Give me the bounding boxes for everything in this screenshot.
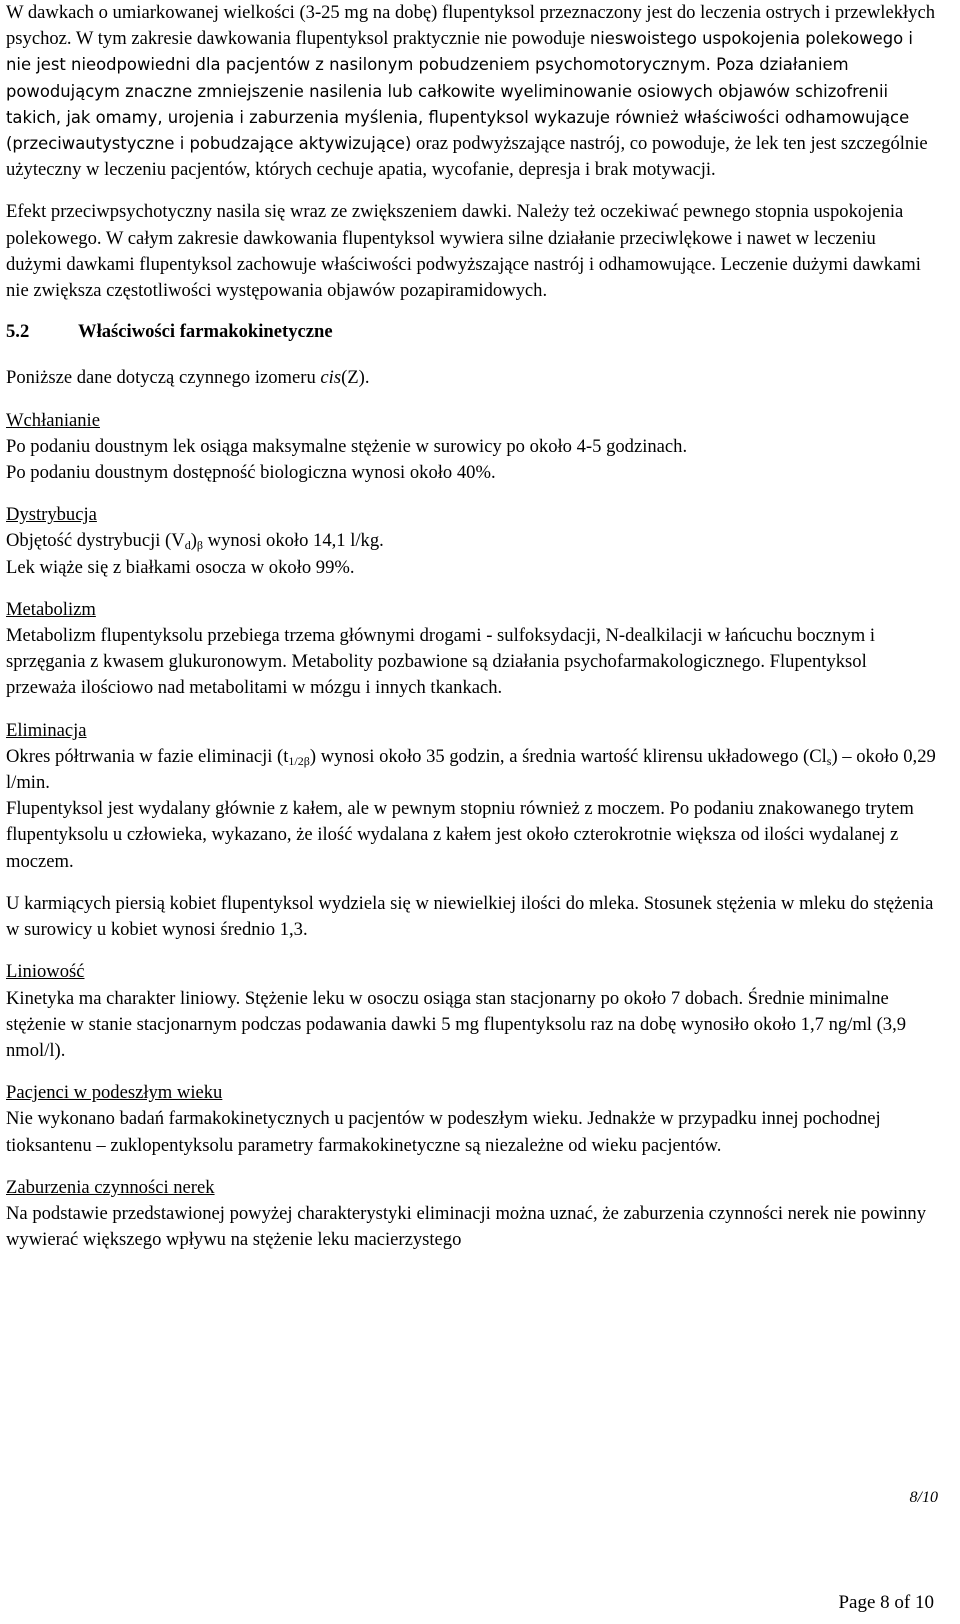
intro-text: Poniższe dane dotyczą czynnego izomeru cis(Z). — [6, 367, 370, 389]
heading-podeszly-wiek: Pacjenci w podeszłym wieku — [6, 1082, 223, 1104]
section-title: Właściwości farmakokinetyczne — [78, 321, 333, 343]
heading-liniowosc: Liniowość — [6, 961, 85, 983]
karmienie-text: U karmiących piersią kobiet flupentyksol wydziela się w niewielkiej ilości do mleka. Stosunek stężenia w mleku do stężenia w surowicy u kobiet wynosi średnio 1,3. — [6, 892, 934, 941]
heading-zaburzenia-nerek: Zaburzenia czynności nerek — [6, 1176, 215, 1198]
wchlanianie-line-1: Po podaniu doustnym lek osiąga maksymalne stężenie w surowicy po około 4-5 godzinach. — [6, 435, 688, 457]
section-heading — [6, 319, 936, 345]
heading-wchlanianie: Wchłanianie — [6, 409, 100, 431]
dystrybucja-line-2: Lek wiąże się z białkami osocza w około 99%. — [6, 556, 355, 578]
eliminacja-line-1: Okres półtrwania w fazie eliminacji $(t_{1/2\beta})$ wynosi około 35 godzin, a średnia wartość klirensu układowego $(Cl_s)$ – około 0,29 l/min. — [6, 745, 936, 794]
zaburzenia-nerek-text: Na podstawie przedstawionej powyżej charakterystyki eliminacji można uznać, że zaburzenia czynności nerek nie powinny wywierać większego wpływu na stężenie leku macierzystego — [6, 1202, 927, 1251]
heading-metabolizm: Metabolizm — [6, 598, 96, 620]
paragraph-effect: Efekt przeciwpsychotyczny nasila się wraz ze zwiększeniem dawki. Należy też oczekiwać pewnego stopnia uspokojenia polekowego. W całym zakresie dawkowania flupentyksol wywiera silne działanie przeciwlękowe i nawet w leczeniu dużymi dawkami flupentyksol zachowuje właściwości podwyższające nastrój i odhamowujące. Leczenie dużymi dawkami nie zwiększa częstotliwości występowania objawów pozapiramidowych. — [6, 201, 921, 302]
heading-dystrybucja: Dystrybucja — [6, 504, 97, 526]
metabolizm-text: Metabolizm flupentyksolu przebiega trzema głównymi drogami - sulfoksydacji, N-dealkilacji w łańcuchu bocznym i sprzęgania z kwasem glukuronowym. Metabolity pozbawione są działania psychofarmakologicznego. Flupentyksol przeważa ilościowo nad metabolitami w mózgu i innych tkankach. — [6, 625, 876, 699]
dystrybucja-line-1: Objętość dystrybucji $(V_d)_\beta$ wynosi około 14,1 l/kg. — [6, 530, 384, 553]
wchlanianie-line-2: Po podaniu doustnym dostępność biologiczna wynosi około 40%. — [6, 462, 496, 484]
eliminacja-text: Flupentyksol jest wydalany głównie z kałem, ale w pewnym stopniu również z moczem. Po podaniu znakowanego trytem flupentyksolu u człowieka, wykazano, że ilość wydalana z kałem jest około czterokrotnie większa od ilości wydalanej z moczem. — [6, 798, 914, 872]
section-number: 5.2 — [6, 321, 30, 343]
page-footer: Page 8 of 10 — [838, 1592, 934, 1613]
podeszly-wiek-text: Nie wykonano badań farmakokinetycznych u pacjentów w podeszłym wieku. Jednakże w przypadku innej pochodnej tioksantenu – zuklopentyksolu parametry farmakokinetyczne są niezależne od wieku pacjentów. — [6, 1108, 881, 1156]
liniowosc-text: Kinetyka ma charakter liniowy. Stężenie leku w osoczu osiąga stan stacjonarny po około 7 dobach. Średnie minimalne stężenie w stanie stacjonarnym podczas podawania dawki 5 mg flupentyksolu raz na dobę wynosiło około 1,7 ng/ml (3,9 nmol/l). — [6, 987, 907, 1061]
heading-eliminacja: Eliminacja — [6, 719, 87, 741]
page-number: 8/10 — [909, 1489, 938, 1506]
paragraph-dosage: W dawkach o umiarkowanej wielkości (3-25 mg na dobę) flupentyksol przeznaczony jest do leczenia ostrych i przewlekłych psychoz. W tym zakresie dawkowania flupentyksol praktycznie nie powoduje nieswoistego uspokojenia polekowego i nie jest nieodpowiedni dla pacjentów z nasilonym pobudzeniem psychomotorycznym. Poza działaniem powodującym znaczne zmniejszenie nasilenia lub całkowite wyeliminowanie osiowych objawów schizofrenii takich, jak omamy, urojenia i zaburzenia myślenia, flupentyksol wykazuje również właściwości odhamowujące (przeciwautystyczne i pobudzające aktywizujące) oraz podwyższające nastrój, co powoduje, że lek ten jest szczególnie użyteczny w leczeniu pacjentów, których cechuje apatia, wycofanie, depresja i brak motywacji. — [6, 2, 936, 181]
document-body — [6, 0, 936, 1253]
